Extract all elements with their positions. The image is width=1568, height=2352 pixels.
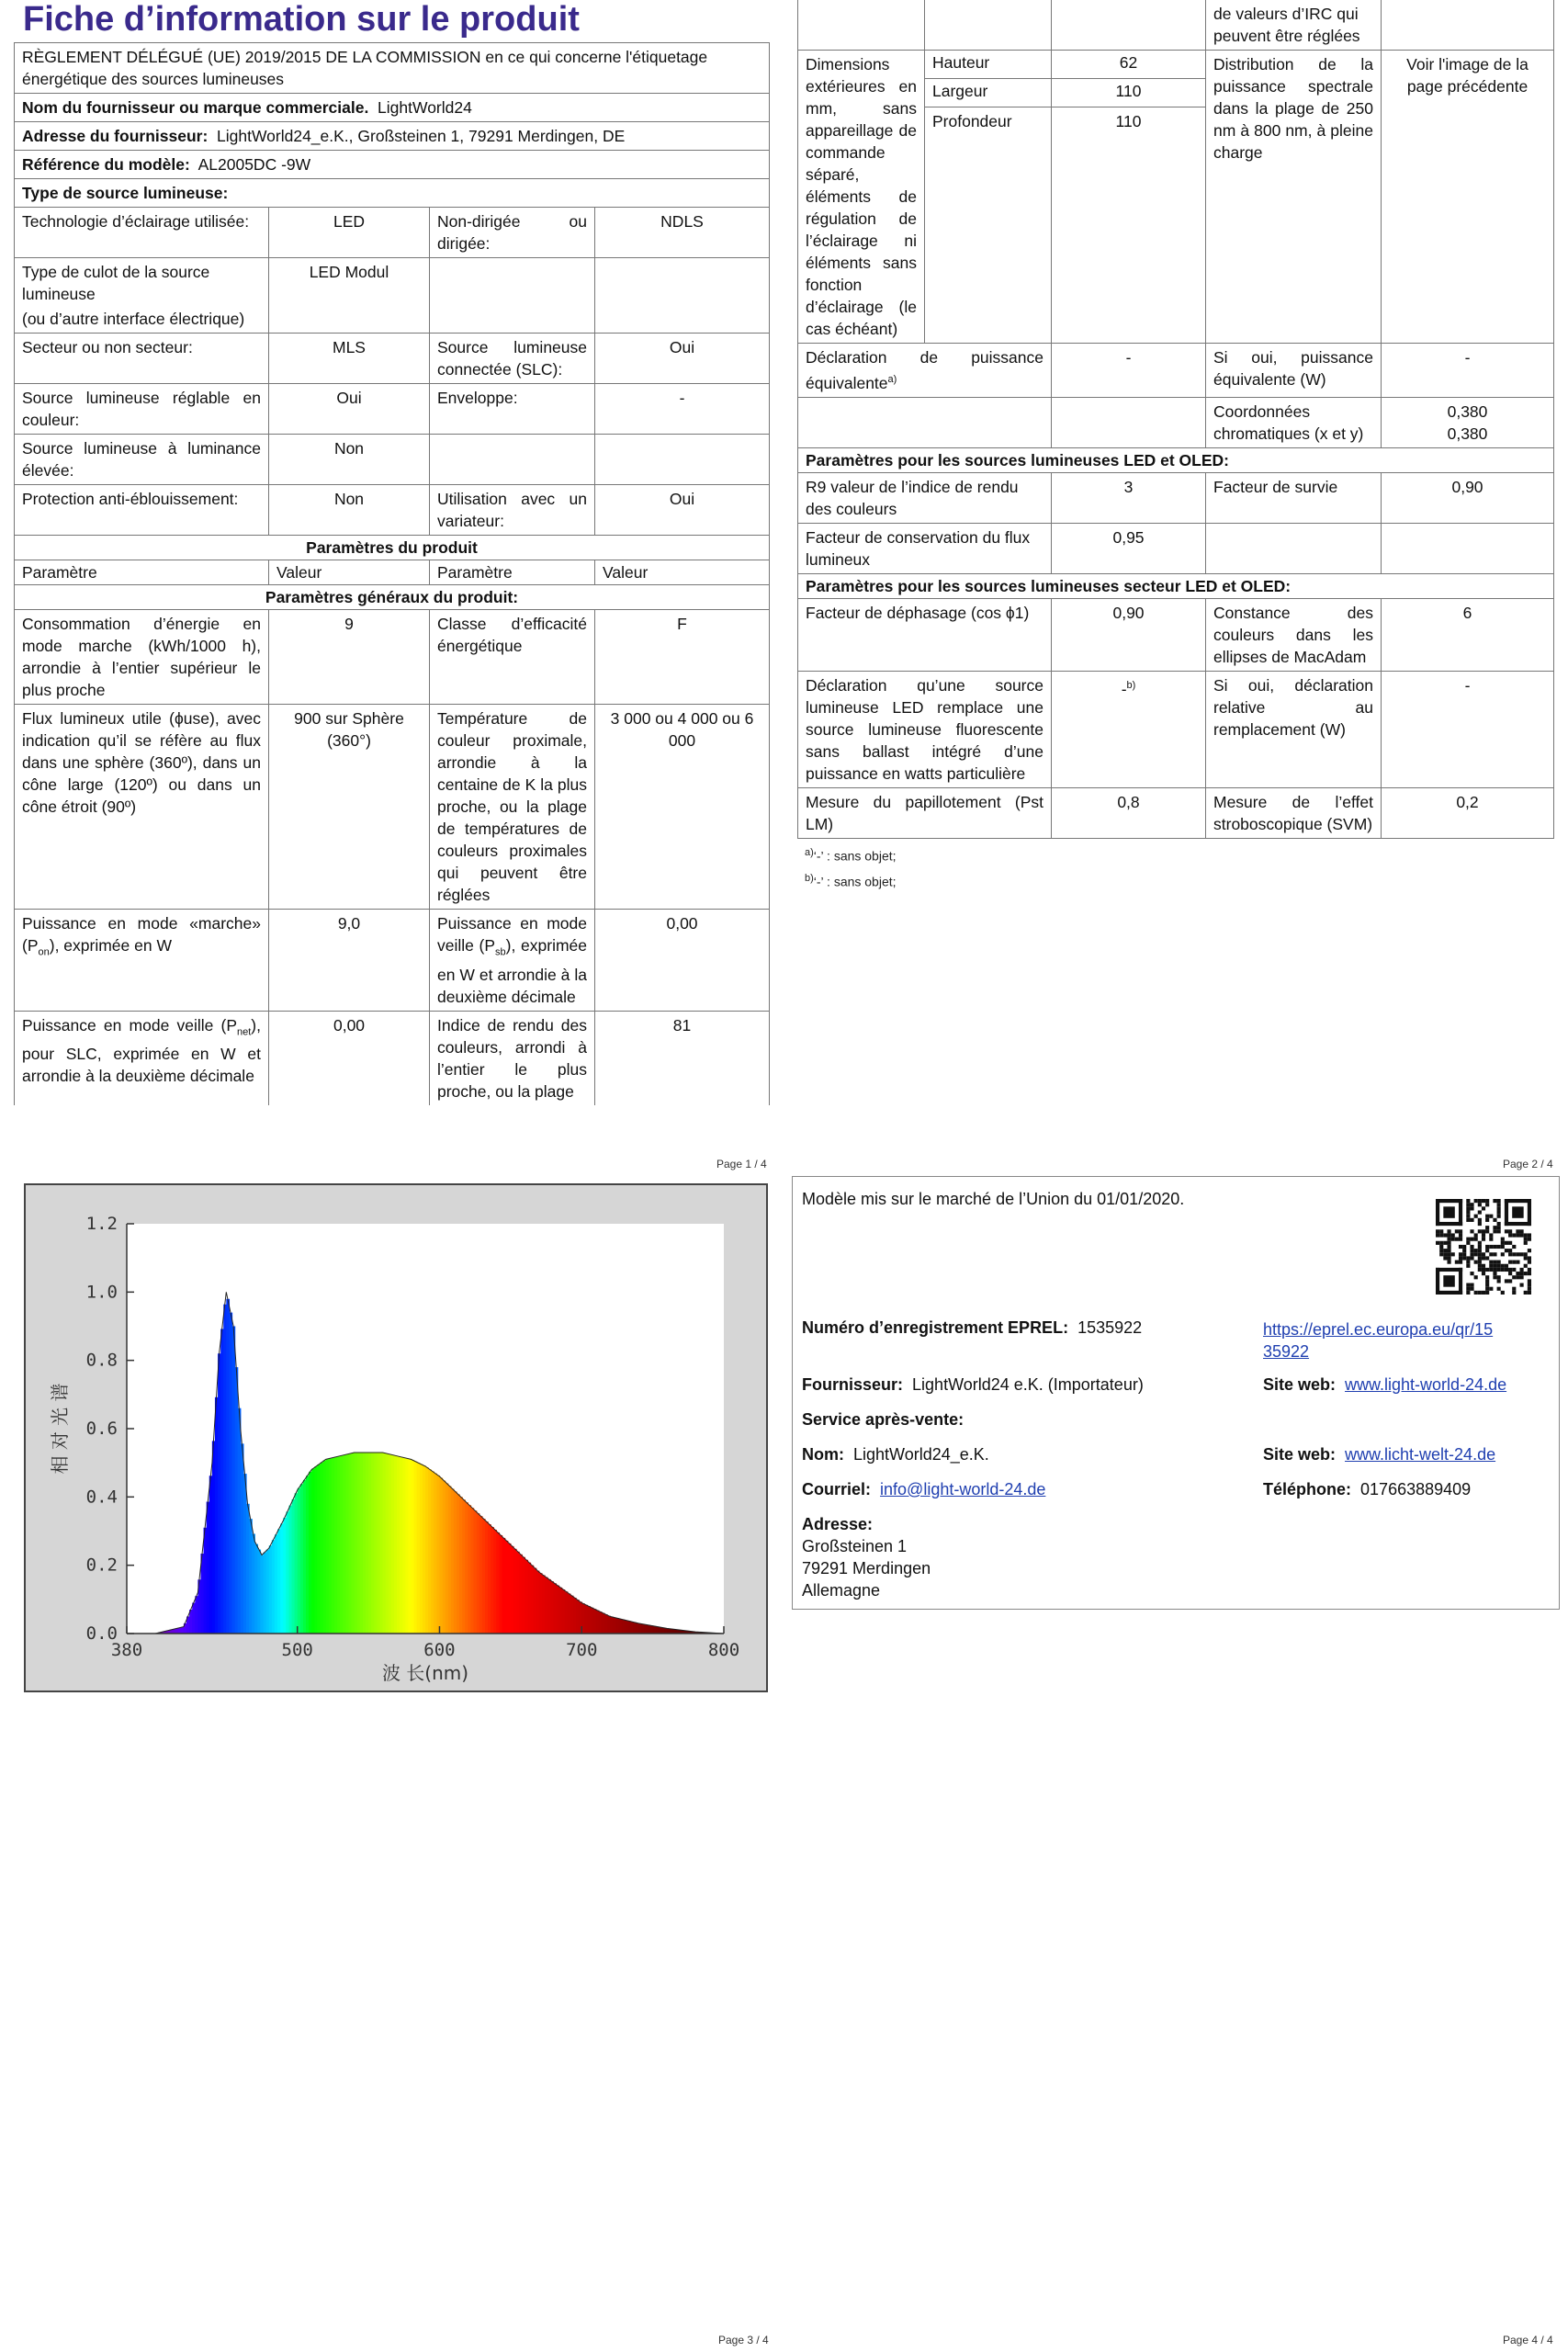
x-tick-label: 500 (281, 1640, 313, 1660)
width-value: 110 (1052, 79, 1206, 107)
model-value: AL2005DC -9W (197, 155, 311, 174)
colour-label: Source lumineuse réglable en couleur: (15, 384, 269, 435)
cri-label: Indice de rendu des couleurs, arrondi à l’entier le plus proche, ou la plage (430, 1011, 595, 1105)
equiv-yes-value: - (1382, 344, 1554, 398)
contact-box (792, 1176, 1560, 1610)
page-title: Fiche d’information sur le produit (23, 0, 580, 39)
repl-yes-value: - (1382, 671, 1554, 787)
pon-value: 9,0 (269, 910, 430, 1012)
mail-link[interactable]: info@light-world-24.de (880, 1480, 1046, 1498)
x-tick-label: 800 (707, 1640, 740, 1660)
class-value: F (595, 610, 770, 705)
r9-label: R9 valeur de l’indice de rendu des couleurs (798, 472, 1052, 523)
col-value: Valeur (269, 560, 430, 585)
dimmer-label: Utilisation avec un variateur: (430, 485, 595, 536)
p4-supplier-label: Fournisseur: (802, 1375, 904, 1394)
height-label: Hauteur (925, 51, 1052, 79)
maint-label: Facteur de conservation du flux lumineux (798, 523, 1052, 573)
cri-label-cont: de valeurs d’IRC qui peuvent être réglées (1206, 0, 1382, 51)
address-label: Adresse du fournisseur: (22, 127, 209, 145)
phone-value: 017663889409 (1360, 1480, 1472, 1498)
site-link[interactable]: www.light-world-24.de (1345, 1375, 1507, 1394)
chrom-x: 0,380 (1447, 401, 1488, 421)
x-axis-label: 波 长(nm) (381, 1662, 469, 1684)
pst-value: 0,8 (1052, 787, 1206, 838)
col-value-2: Valeur (595, 560, 770, 585)
r9-value: 3 (1052, 472, 1206, 523)
site-label: Site web: (1263, 1375, 1337, 1394)
addr-line-1: Großsteinen 1 (802, 1537, 908, 1555)
tech-label: Technologie d’éclairage utilisée: (15, 208, 269, 258)
flux-value: 900 sur Sphère (360°) (269, 705, 430, 910)
page-number-3: Page 3 / 4 (718, 2334, 769, 2346)
footnote-b: $^{b)}$‘-’ : sans objet; (805, 873, 897, 889)
product-info-table: RÈGLEMENT DÉLÉGUÉ (UE) 2019/2015 DE LA COMMISSION en ce qui concerne l'étiquetage énergétique des sources lumineuses Nom du fournisseur ou marque commerciale. LightWorld24 Adresse du fournisseur: LightWorld24_e.K., Großsteinen 1, 79291 Merdingen, DE Référence du modèle: AL2005DC -9W Type de source lumineuse: Technologie d’éclairage utilisée: LED Non-dirigée ou dirigée: NDLS Type de culot de la source lumineuse (ou d’autre interface électrique) LED Modul Secteur ou non secteur: MLS Source lumineuse connectée (SLC): Oui Source lumineuse réglable en couleur: Oui Enveloppe: - Source lumineuse à luminance élevée: Non Protection anti-éblouissement: Non Utilisation avec un variateur: Oui Paramètres du produit Paramètre Valeur Paramètre Valeur Paramètres généraux du produit: Consommation d’énergie en mode marche (kWh/1000 h), arrondie à l’entier supérieur le plus proche 9 Classe d’efficacité énergétique F Flux lumineux utile (ϕuse), avec indication qu’il se réfère au flux dans une sphère (360º), dans un cône large (120º) ou dans un cône étroit (90º) 900 sur Sphère (360°) Température de couleur proximale, arrondie à la centaine de K la plus proche, ou la plage de températures de couleurs proximales qui peuvent être réglées 3 000 ou 4 000 ou 6 000 Puissance en mode «marche» $(P_{on})$, exprimée en W 9,0 Puissance en mode veille $(P_{sb})$, exprimée en W et arrondie à la deuxième décimale 0,00 Puissance en mode veille $(P_{net})$, pour SLC, exprimée en W et arrondie à la deuxième décimale 0,00 Indice de rendu des couleurs, arrondi à l’entier le plus proche, ou la plage 81 (14, 42, 770, 1105)
mail-label: Courriel: (802, 1480, 872, 1498)
survival-value: 0,90 (1382, 472, 1554, 523)
glare-label: Protection anti-éblouissement: (15, 485, 269, 536)
highlum-value: Non (269, 435, 430, 485)
page-number-2: Page 2 / 4 (1503, 1158, 1553, 1170)
nondir-label: Non-dirigée ou dirigée: (430, 208, 595, 258)
model-label: Référence du modèle: (22, 155, 190, 174)
product-info-table-cont: de valeurs d’IRC qui peuvent être réglées Dimensions extérieures en mm, sans appareillage de commande séparé, éléments de régulation de l’éclairage ni éléments sans fonction d’éclairage (le cas échéant) Hauteur 62 Distribution de la puissance spectrale dans la plage de 250 nm à 800 nm, à pleine charge Voir l'image de la page précédente Largeur 110 Profondeur 110 Déclaration de puissance équivalente$^{a)}$ - Si oui, puissance équivalente (W) - Coordonnées chromatiques (x et y) 0,380 0,380 Paramètres pour les sources lumineuses LED et OLED: R9 valeur de l’indice de rendu des couleurs 3 Facteur de survie 0,90 Facteur de conservation du flux lumineux 0,95 Paramètres pour les sources lumineuses secteur LED et OLED: Facteur de déphasage (cos ϕ1) 0,90 Constance des couleurs dans les ellipses de MacAdam 6 Déclaration qu’une source lumineuse LED remplace une source lumineuse fluorescente sans ballast intégré d’une puissance en watts particulière -$^{b)}$ Si oui, déclaration relative au remplacement (W) - Mesure du papillotement (Pst LM) 0,8 Mesure de l’effet stroboscopique (SVM) 0,2 (797, 0, 1554, 839)
spectrum-svg (26, 1185, 766, 1690)
addr-line-3: Allemagne (802, 1581, 881, 1600)
site2-link[interactable]: www.licht-welt-24.de (1345, 1445, 1496, 1464)
cap-label-2: (ou d’autre interface électrique) (22, 310, 245, 328)
consumption-label: Consommation d’énergie en mode marche (kWh/1000 h), arrondie à l’entier supérieur le plus proche (15, 610, 269, 705)
highlum-label: Source lumineuse à luminance élevée: (15, 435, 269, 485)
eprel-value: 1535922 (1077, 1318, 1143, 1337)
supplier-value: LightWorld24 (378, 98, 472, 117)
page-number-4: Page 4 / 4 (1503, 2334, 1553, 2346)
spectrum-chart (24, 1183, 768, 1692)
pon-label: Puissance en mode «marche» (P (22, 914, 261, 955)
y-axis-label: 相 对 光 谱 (49, 1383, 71, 1475)
x-tick-label: 700 (566, 1640, 598, 1660)
footnote-a: $^{a)}$‘-’ : sans objet; (805, 847, 897, 864)
page-number-1: Page 1 / 4 (716, 1158, 767, 1170)
nondir-value: NDLS (595, 208, 770, 258)
eprel-link[interactable]: https://eprel.ec.europa.eu/qr/15 35922 (1263, 1320, 1494, 1361)
equiv-value: - (1052, 344, 1206, 398)
pnet-value: 0,00 (269, 1011, 430, 1105)
dimmer-value: Oui (595, 485, 770, 536)
eprel-label: Numéro d’enregistrement EPREL: (802, 1318, 1069, 1337)
macadam-value: 6 (1382, 598, 1554, 671)
equiv-yes-label: Si oui, puissance équivalente (W) (1206, 344, 1382, 398)
params-heading: Paramètres du produit (15, 536, 770, 560)
spd-label: Distribution de la puissance spectrale dans la plage de 250 nm à 800 nm, à pleine charge (1206, 51, 1382, 344)
svm-value: 0,2 (1382, 787, 1554, 838)
equiv-label: Déclaration de puissance équivalente (806, 348, 1043, 392)
name-value: LightWorld24_e.K. (853, 1445, 989, 1464)
psb-value: 0,00 (595, 910, 770, 1012)
repl-yes-label: Si oui, déclaration relative au remplacement (W) (1206, 671, 1382, 787)
x-tick-label: 600 (423, 1640, 456, 1660)
regulation-text: RÈGLEMENT DÉLÉGUÉ (UE) 2019/2015 DE LA COMMISSION en ce qui concerne l'étiquetage énergétique des sources lumineuses (15, 43, 770, 94)
y-tick-label: 0.2 (85, 1555, 118, 1576)
chrom-y: 0,380 (1447, 424, 1488, 443)
y-tick-label: 0.6 (85, 1419, 118, 1439)
tech-value: LED (269, 208, 430, 258)
y-tick-label: 0.8 (85, 1350, 118, 1371)
name-label: Nom: (802, 1445, 844, 1464)
y-tick-label: 1.0 (85, 1282, 118, 1303)
y-tick-label: 0.0 (85, 1623, 118, 1644)
phone-label: Téléphone: (1263, 1480, 1352, 1498)
class-label: Classe d’efficacité énergétique (430, 610, 595, 705)
service-label: Service après-vente: (802, 1410, 964, 1429)
qr-code-icon (1436, 1199, 1531, 1295)
dims-label: Dimensions extérieures en mm, sans appareillage de commande séparé, éléments de régulation de l’éclairage ni éléments sans fonction d’éclairage (le cas échéant) (798, 51, 925, 344)
address-value: LightWorld24_e.K., Großsteinen 1, 79291 Merdingen, DE (217, 127, 626, 145)
addr-line-2: 79291 Merdingen (802, 1559, 931, 1577)
site2-label: Site web: (1263, 1445, 1337, 1464)
maint-value: 0,95 (1052, 523, 1206, 573)
col-param: Paramètre (15, 560, 269, 585)
repl-value: - (1121, 679, 1127, 698)
cri-value: 81 (595, 1011, 770, 1105)
cap-value: LED Modul (269, 258, 430, 334)
pf-label: Facteur de déphasage (cos ϕ1) (798, 598, 1052, 671)
height-value: 62 (1052, 51, 1206, 79)
pnet-label: Puissance en mode veille (P (22, 1015, 237, 1035)
type-heading: Type de source lumineuse: (15, 179, 770, 208)
addr-label: Adresse: (802, 1515, 874, 1533)
pst-label: Mesure du papillotement (Pst LM) (798, 787, 1052, 838)
spd-value: Voir l'image de la page précédente (1382, 51, 1554, 344)
pf-value: 0,90 (1052, 598, 1206, 671)
glare-value: Non (269, 485, 430, 536)
mains-label: Secteur ou non secteur: (15, 334, 269, 384)
consumption-value: 9 (269, 610, 430, 705)
colour-value: Oui (269, 384, 430, 435)
market-date: Modèle mis sur le marché de l’Union du 01/01/2020. (802, 1190, 1185, 1208)
survival-label: Facteur de survie (1206, 472, 1382, 523)
general-heading: Paramètres généraux du produit: (15, 585, 770, 610)
address-block (802, 1513, 931, 1601)
y-tick-label: 1.2 (85, 1214, 118, 1234)
led-heading: Paramètres pour les sources lumineuses LED et OLED: (798, 447, 1554, 472)
connected-value: Oui (595, 334, 770, 384)
p4-supplier-value: LightWorld24 e.K. (Importateur) (912, 1375, 1144, 1394)
macadam-label: Constance des couleurs dans les ellipses de MacAdam (1206, 598, 1382, 671)
mains-value: MLS (269, 334, 430, 384)
mains-heading: Paramètres pour les sources lumineuses secteur LED et OLED: (798, 573, 1554, 598)
cct-label: Température de couleur proximale, arrondie à la centaine de K la plus proche, ou la plage de températures de couleurs proximales qui peuvent être réglées (430, 705, 595, 910)
svm-label: Mesure de l’effet stroboscopique (SVM) (1206, 787, 1382, 838)
depth-value: 110 (1052, 107, 1206, 344)
supplier-label: Nom du fournisseur ou marque commerciale. (22, 98, 369, 117)
depth-label: Profondeur (925, 107, 1052, 344)
chrom-label: Coordonnées chromatiques (x et y) (1206, 397, 1382, 447)
envelope-value: - (595, 384, 770, 435)
cap-label: Type de culot de la source lumineuse (22, 263, 210, 303)
psb-label: Puissance en mode veille (P (437, 914, 587, 955)
flux-label: Flux lumineux utile (ϕuse), avec indication qu’il se réfère au flux dans une sphère (360º), dans un cône large (120º) ou dans un cône étroit (90º) (15, 705, 269, 910)
x-tick-label: 380 (110, 1640, 143, 1660)
y-tick-label: 0.4 (85, 1487, 118, 1508)
cct-value: 3 000 ou 4 000 ou 6 000 (595, 705, 770, 910)
col-param-2: Paramètre (430, 560, 595, 585)
width-label: Largeur (925, 79, 1052, 107)
connected-label: Source lumineuse connectée (SLC): (430, 334, 595, 384)
envelope-label: Enveloppe: (430, 384, 595, 435)
repl-label: Déclaration qu’une source lumineuse LED remplace une source lumineuse fluorescente sans ballast intégré d’une puissance en watts particulière (798, 671, 1052, 787)
